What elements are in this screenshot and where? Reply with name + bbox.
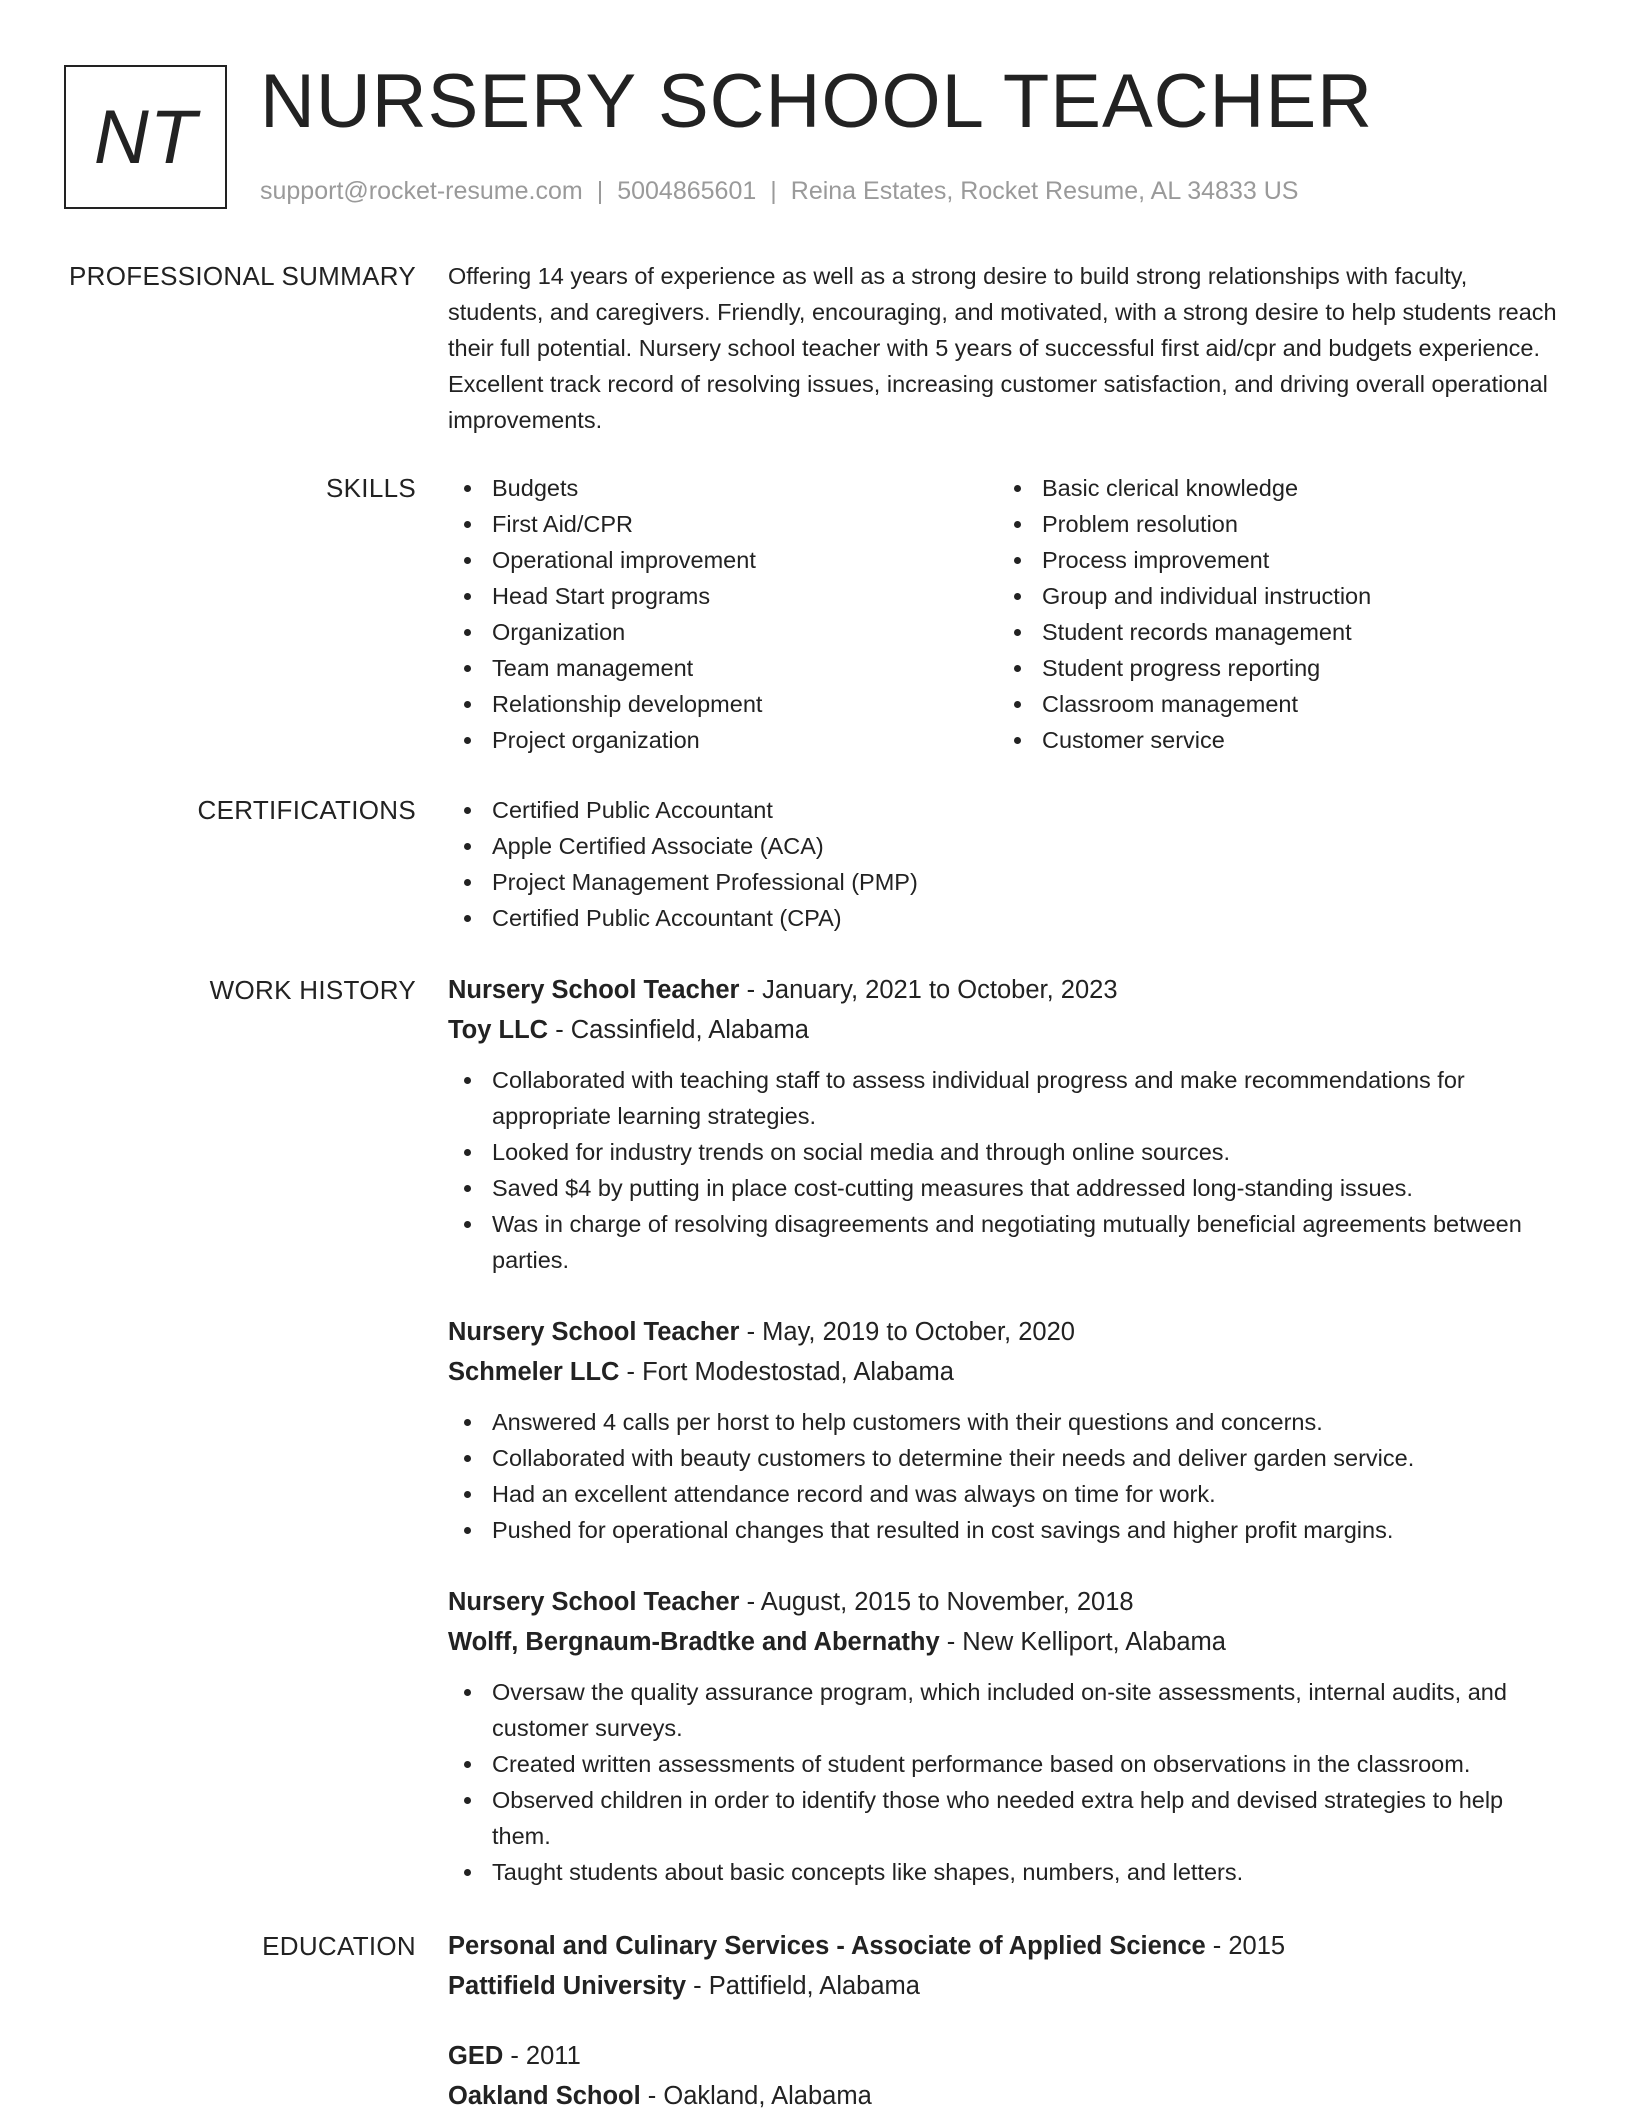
skill-item: First Aid/CPR xyxy=(448,506,998,542)
certification-item: Certified Public Accountant (CPA) xyxy=(448,900,1568,936)
skill-item: Operational improvement xyxy=(448,542,998,578)
job-bullets xyxy=(448,1674,1568,1890)
education-school-line xyxy=(448,1966,1568,2006)
contact-separator: | xyxy=(770,177,777,205)
contact-address: Reina Estates, Rocket Resume, AL 34833 US xyxy=(790,177,1299,205)
job-bullet: Created written assessments of student performance based on observations in the classroom. xyxy=(448,1746,1568,1782)
contact-separator: | xyxy=(596,177,604,205)
skill-item: Relationship development xyxy=(448,686,998,722)
skills-list-right xyxy=(998,470,1548,758)
job-bullet: Looked for industry trends on social media and through online sources. xyxy=(448,1134,1568,1170)
education-school: Pattifield University xyxy=(448,1972,687,2000)
education-degree-line xyxy=(448,2036,1568,2076)
job-bullet: Was in charge of resolving disagreements and negotiating mutually beneficial agreements between parties. xyxy=(448,1206,1568,1278)
job-title-line xyxy=(448,1582,1568,1622)
job-bullet: Oversaw the quality assurance program, which included on-site assessments, internal audits, and customer surveys. xyxy=(448,1674,1568,1746)
job-company-line xyxy=(448,1010,1568,1050)
skills-list-left xyxy=(448,470,998,758)
education-year: - 2011 xyxy=(503,2042,581,2070)
skill-item: Student progress reporting xyxy=(998,650,1548,686)
skill-item: Group and individual instruction xyxy=(998,578,1548,614)
job-company-line xyxy=(448,1352,1568,1392)
job-dates: - January, 2021 to October, 2023 xyxy=(739,976,1118,1004)
skill-item: Team management xyxy=(448,650,998,686)
skill-item: Organization xyxy=(448,614,998,650)
skill-item: Project organization xyxy=(448,722,998,758)
education-degree: GED xyxy=(448,2042,504,2070)
job-bullet: Had an excellent attendance record and was always on time for work. xyxy=(448,1476,1568,1512)
job-bullets xyxy=(448,1404,1568,1548)
work-history-body xyxy=(448,970,1568,1924)
job-company: Schmeler LLC xyxy=(448,1358,620,1386)
education-school: Oakland School xyxy=(448,2082,641,2110)
job-entry xyxy=(448,1312,1568,1548)
job-title: Nursery School Teacher xyxy=(448,976,740,1004)
certifications-list xyxy=(448,792,1568,936)
job-title-line xyxy=(448,970,1568,1010)
job-dates: - May, 2019 to October, 2020 xyxy=(739,1318,1075,1346)
section-heading: EDUCATION xyxy=(262,1931,416,1961)
skill-item: Student records management xyxy=(998,614,1548,650)
job-bullet: Answered 4 calls per horst to help customers with their questions and concerns. xyxy=(448,1404,1568,1440)
skill-item: Problem resolution xyxy=(998,506,1548,542)
education-entry xyxy=(448,2036,1568,2112)
education-degree-line xyxy=(448,1926,1568,1966)
contact-email: support@rocket-resume.com xyxy=(260,177,583,205)
job-title: Nursery School Teacher xyxy=(448,1318,740,1346)
job-bullet: Observed children in order to identify those who needed extra help and devised strategies to help them. xyxy=(448,1782,1568,1854)
job-dates: - August, 2015 to November, 2018 xyxy=(739,1588,1134,1616)
job-location: - New Kelliport, Alabama xyxy=(939,1628,1226,1656)
education-degree: Personal and Culinary Services - Associate of Applied Science xyxy=(448,1932,1206,1960)
job-bullet: Taught students about basic concepts like shapes, numbers, and letters. xyxy=(448,1854,1568,1890)
education-location: - Oakland, Alabama xyxy=(640,2082,872,2110)
section-heading: CERTIFICATIONS xyxy=(197,795,416,825)
job-bullet: Collaborated with teaching staff to assess individual progress and make recommendations for appropriate learning strategies. xyxy=(448,1062,1568,1134)
section-heading: SKILLS xyxy=(326,473,416,503)
summary-text: Offering 14 years of experience as well as a strong desire to build strong relationships with faculty, students, and caregivers. Friendly, encouraging, and motivated, with a strong desire to help students reach their full potential. Nursery school teacher with 5 years of successful first aid/cpr and budgets experience. Excellent track record of resolving issues, increasing customer satisfaction, and driving overall operational improvements. xyxy=(448,263,1557,433)
job-entry xyxy=(448,970,1568,1278)
skill-item: Basic clerical knowledge xyxy=(998,470,1548,506)
education-location: - Pattifield, Alabama xyxy=(686,1972,920,2000)
certification-item: Project Management Professional (PMP) xyxy=(448,864,1568,900)
job-company-line xyxy=(448,1622,1568,1662)
certification-item: Certified Public Accountant xyxy=(448,792,1568,828)
skills-body xyxy=(448,470,1568,758)
job-company: Wolff, Bergnaum-Bradtke and Abernathy xyxy=(448,1628,940,1656)
section-heading: PROFESSIONAL SUMMARY xyxy=(69,261,416,291)
skill-item: Process improvement xyxy=(998,542,1548,578)
job-bullet: Pushed for operational changes that resulted in cost savings and higher profit margins. xyxy=(448,1512,1568,1548)
job-location: - Fort Modestostad, Alabama xyxy=(619,1358,954,1386)
job-title-line xyxy=(448,1312,1568,1352)
monogram-initials: NT xyxy=(93,94,198,180)
monogram-box xyxy=(64,65,227,209)
job-location: - Cassinfield, Alabama xyxy=(548,1016,809,1044)
skill-item: Budgets xyxy=(448,470,998,506)
certifications-body xyxy=(448,792,1568,936)
section-heading: WORK HISTORY xyxy=(209,975,416,1005)
education-school-line xyxy=(448,2076,1568,2112)
education-entry xyxy=(448,1926,1568,2006)
education-body xyxy=(448,1926,1568,2112)
job-entry xyxy=(448,1582,1568,1890)
certification-item: Apple Certified Associate (ACA) xyxy=(448,828,1568,864)
resume-title: NURSERY SCHOOL TEACHER xyxy=(260,59,1374,144)
job-company: Toy LLC xyxy=(448,1016,549,1044)
job-bullet: Saved $4 by putting in place cost-cutting measures that addressed long-standing issues. xyxy=(448,1170,1568,1206)
job-bullets xyxy=(448,1062,1568,1278)
skill-item: Head Start programs xyxy=(448,578,998,614)
skill-item: Classroom management xyxy=(998,686,1548,722)
job-bullet: Collaborated with beauty customers to determine their needs and deliver garden service. xyxy=(448,1440,1568,1476)
contact-phone: 5004865601 xyxy=(617,177,757,205)
education-year: - 2015 xyxy=(1205,1932,1286,1960)
job-title: Nursery School Teacher xyxy=(448,1588,740,1616)
skill-item: Customer service xyxy=(998,722,1548,758)
contact-line xyxy=(260,174,1298,208)
